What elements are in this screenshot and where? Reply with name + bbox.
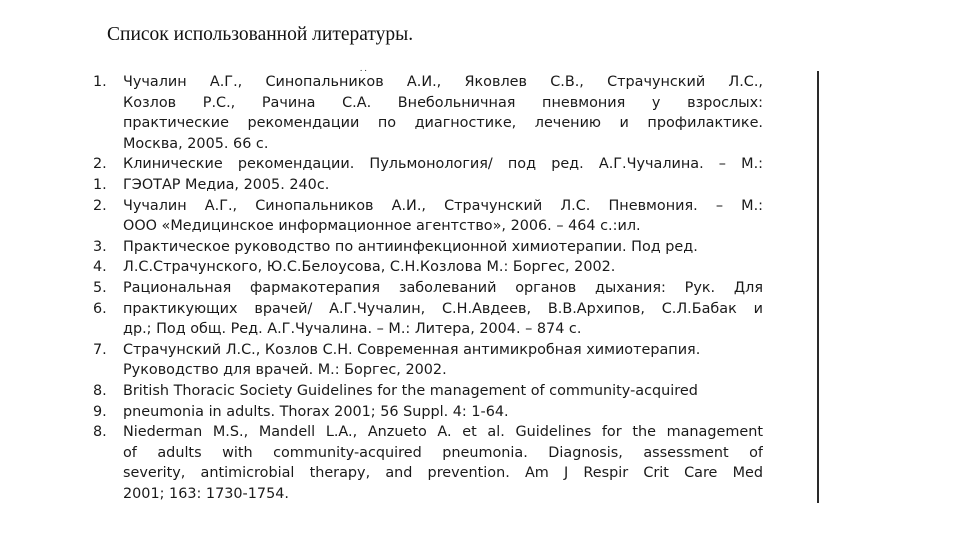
reference-line: [93, 381, 763, 401]
reference-number: 1.: [93, 177, 107, 193]
reference-line: [93, 237, 763, 257]
reference-text: Практическое руководство по антиинфекционной химиотерапии. Под ред.: [123, 239, 698, 255]
reference-text: Москва, 2005. 66 с.: [123, 136, 269, 152]
reference-line: [93, 72, 763, 92]
reference-line: [93, 134, 763, 154]
reference-text: Козлов Р.С., Рачина С.А. Внебольничная пневмония у взрослых:: [123, 95, 763, 111]
reference-text: Чучалин А.Г., Синопальников А.И., Яковлев С.В., Страчунский Л.С.,: [123, 74, 763, 90]
reference-text: Страчунский Л.С., Козлов С.Н. Современная антимикробная химиотерапия.: [123, 342, 701, 358]
reference-line: [93, 257, 763, 277]
reference-line: [93, 216, 763, 236]
reference-line: [93, 443, 763, 463]
reference-list-scan: [93, 72, 773, 502]
reference-line: [93, 463, 763, 483]
reference-line: [93, 360, 763, 380]
page-title: Список использованной литературы.: [107, 24, 414, 45]
reference-line: [93, 175, 763, 195]
reference-number: 2.: [93, 156, 107, 172]
reference-text: практические рекомендации по диагностике, лечению и профилактике.: [123, 115, 763, 131]
reference-text: pneumonia in adults. Thorax 2001; 56 Suppl. 4: 1-64.: [123, 404, 509, 420]
scan-border-line: [817, 71, 819, 503]
reference-number: 8.: [93, 424, 107, 440]
reference-text: severity, antimicrobial therapy, and prevention. Am J Respir Crit Care Med: [123, 465, 763, 481]
reference-text: практикующих врачей/ А.Г.Чучалин, С.Н.Авдеев, В.В.Архипов, С.Л.Бабак и: [123, 301, 763, 317]
reference-number: 9.: [93, 404, 107, 420]
reference-line: [93, 113, 763, 133]
reference-text: ГЭОТАР Медиа, 2005. 240с.: [123, 177, 330, 193]
reference-text: British Thoracic Society Guidelines for the management of community-acquired: [123, 383, 698, 399]
reference-number: 5.: [93, 280, 107, 296]
reference-text: ООО «Медицинское информационное агентство», 2006. – 464 с.:ил.: [123, 218, 641, 234]
reference-text: 2001; 163: 1730-1754.: [123, 486, 289, 502]
reference-text: Л.С.Страчунского, Ю.С.Белоусова, С.Н.Козлова М.: Боргес, 2002.: [123, 259, 616, 275]
reference-line: [93, 340, 763, 360]
reference-text: Чучалин А.Г., Синопальников А.И., Страчунский Л.С. Пневмония. – М.:: [123, 198, 763, 214]
reference-number: 8.: [93, 383, 107, 399]
reference-line: [93, 278, 763, 298]
reference-number: 6.: [93, 301, 107, 317]
reference-line: [93, 402, 763, 422]
reference-text: Клинические рекомендации. Пульмонология/ под ред. А.Г.Чучалина. – М.:: [123, 156, 763, 172]
reference-number: 7.: [93, 342, 107, 358]
reference-line: [93, 93, 763, 113]
reference-line: [93, 484, 763, 504]
reference-text: Рациональная фармакотерапия заболеваний органов дыхания: Рук. Для: [123, 280, 763, 296]
reference-text: Niederman M.S., Mandell L.A., Anzueto A. et al. Guidelines for the management: [123, 424, 763, 440]
scan-artifact-mark: . .: [360, 63, 367, 73]
reference-line: [93, 422, 763, 442]
reference-number: 4.: [93, 259, 107, 275]
reference-number: 3.: [93, 239, 107, 255]
reference-text: др.; Под общ. Ред. А.Г.Чучалина. – М.: Литера, 2004. – 874 с.: [123, 321, 582, 337]
reference-line: [93, 299, 763, 319]
reference-text: Руководство для врачей. М.: Боргес, 2002.: [123, 362, 447, 378]
reference-line: [93, 154, 763, 174]
reference-number: 2.: [93, 198, 107, 214]
reference-line: [93, 319, 763, 339]
reference-line: [93, 196, 763, 216]
reference-text: of adults with community-acquired pneumonia. Diagnosis, assessment of: [123, 445, 763, 461]
reference-number: 1.: [93, 74, 107, 90]
